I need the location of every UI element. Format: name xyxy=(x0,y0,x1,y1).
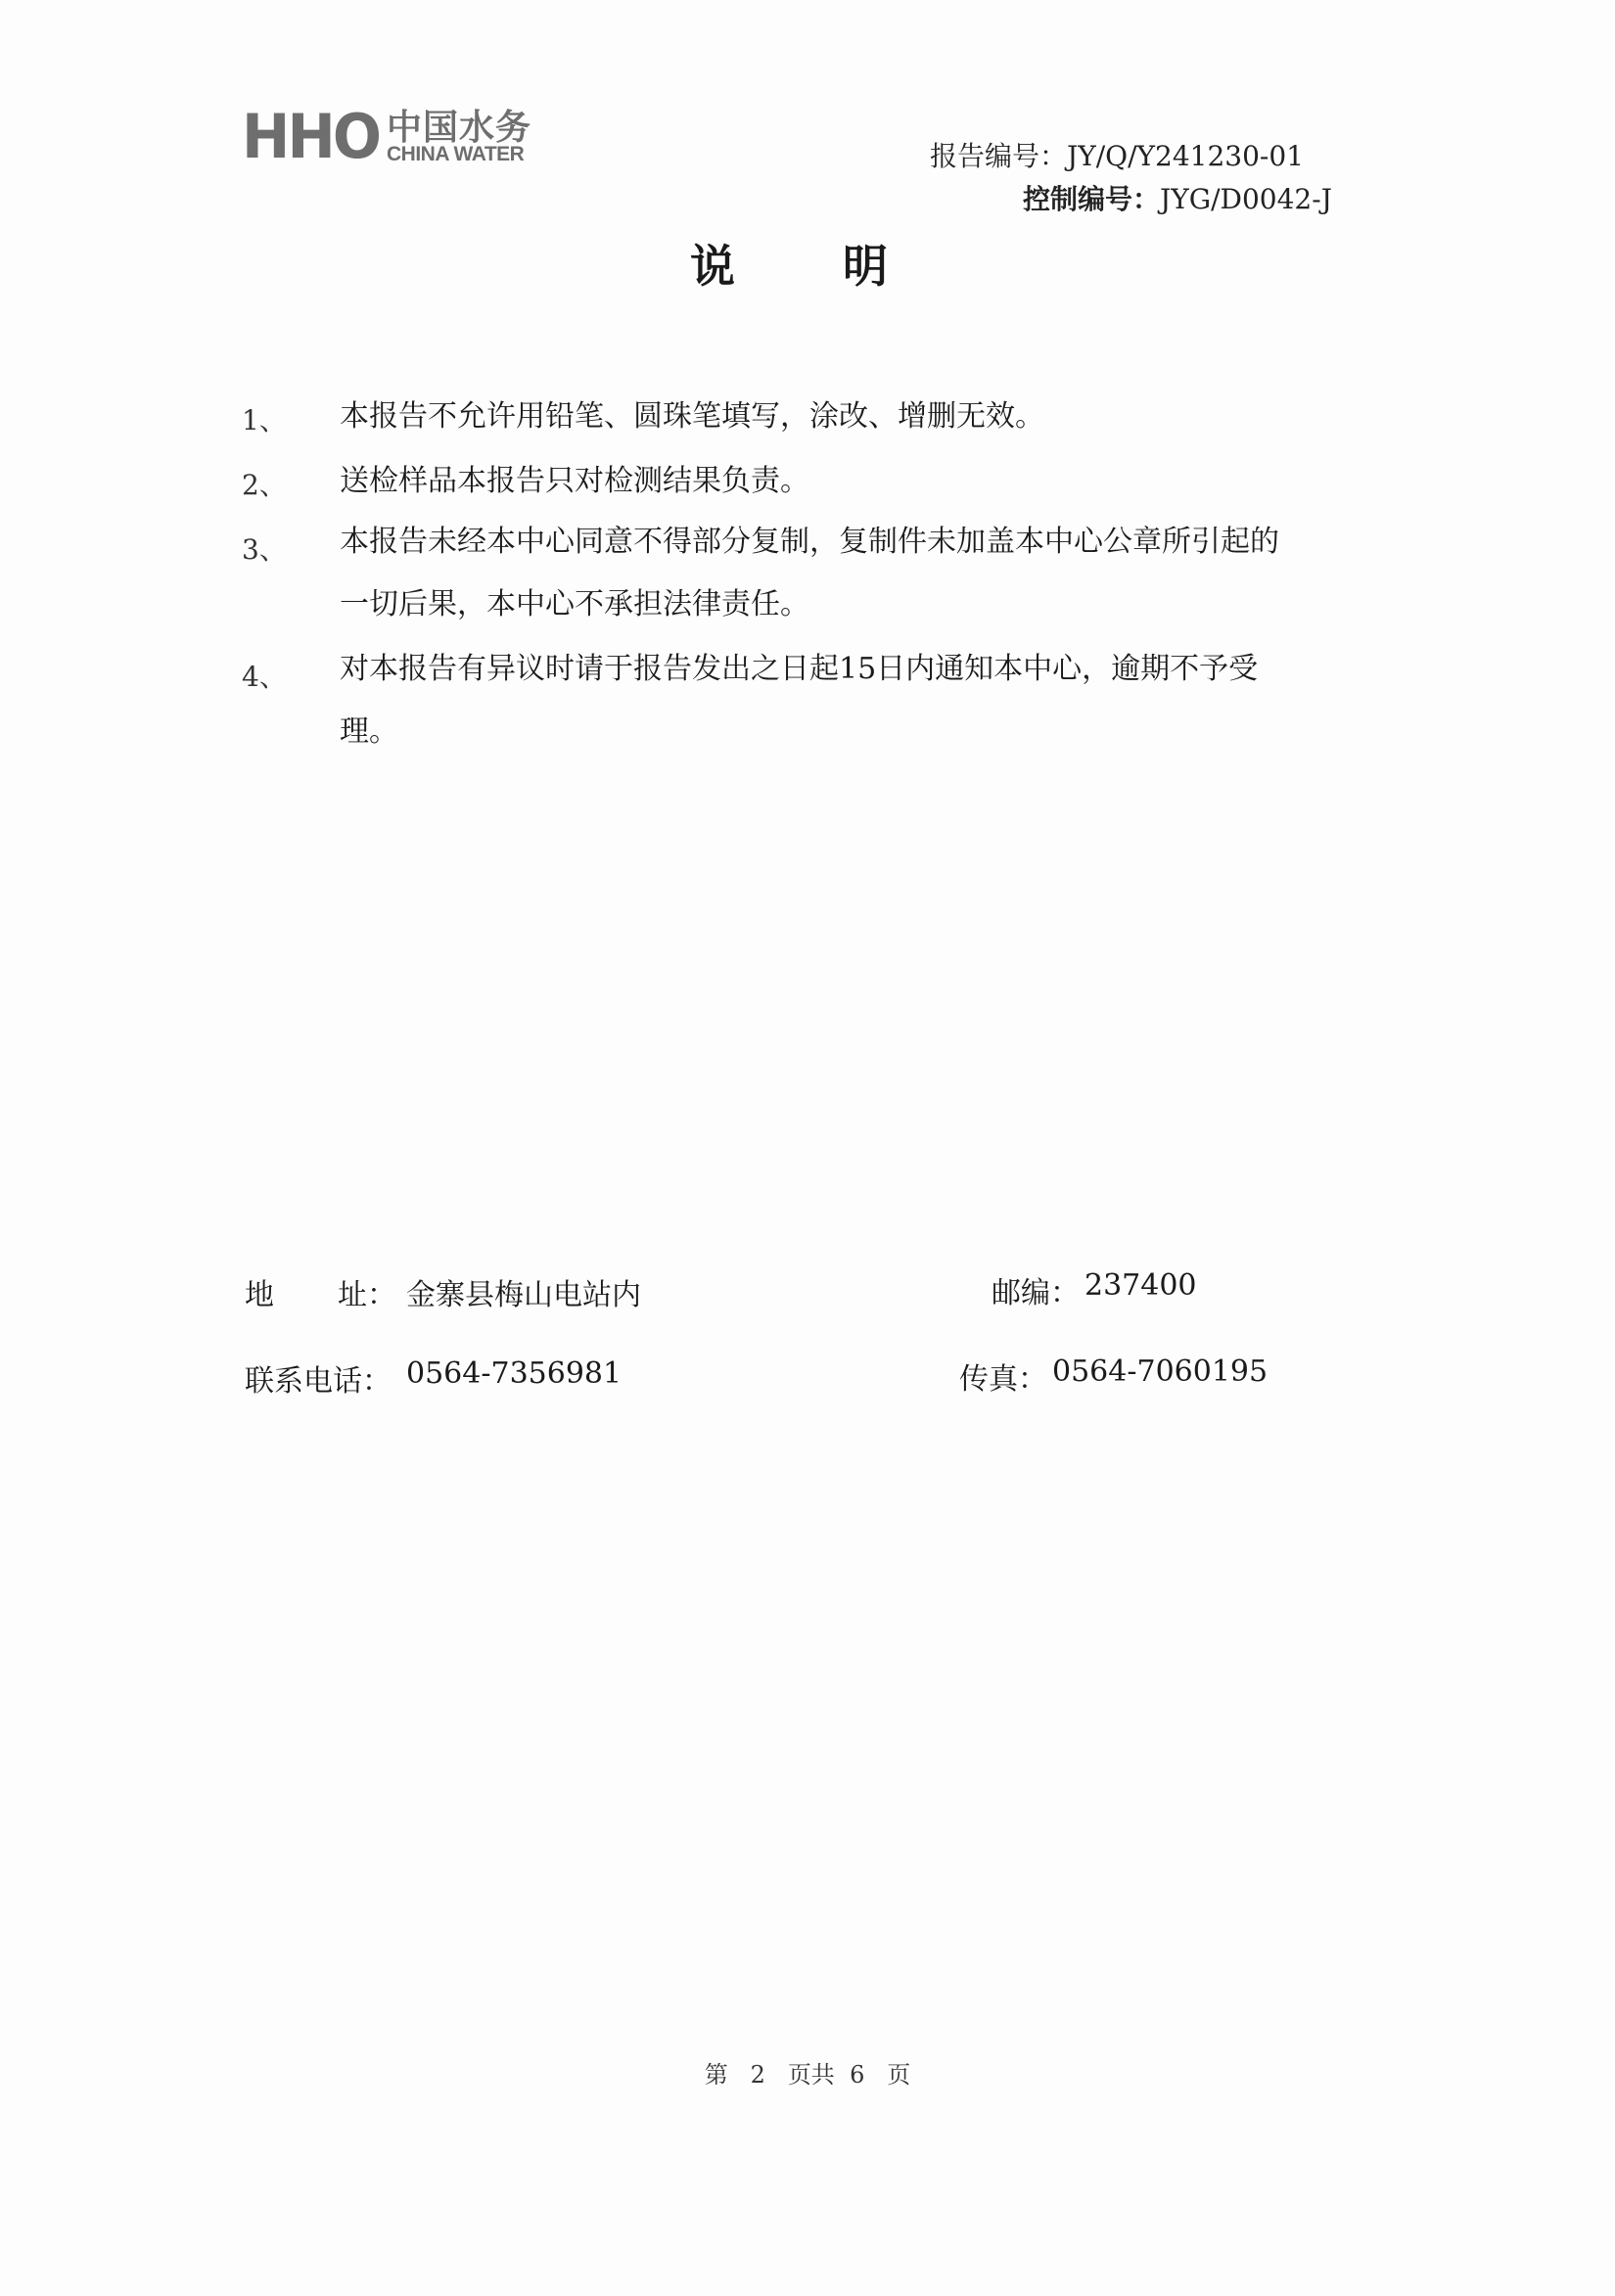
page-current: 2 xyxy=(750,2061,765,2089)
note-text: 一切后果，本中心不承担法律责任。 xyxy=(340,587,809,621)
control-number xyxy=(1023,178,1332,217)
title-char-right: 明 xyxy=(843,240,888,293)
postcode-value: 237400 xyxy=(1084,1268,1197,1303)
note-text: 本报告未经本中心同意不得部分复制，复制件未加盖本中心公章所引起的 xyxy=(340,525,1279,559)
control-number-value: JYG/D0042-J xyxy=(1160,183,1332,215)
note-text: 送检样品本报告只对检测结果负责。 xyxy=(340,464,809,498)
logo-name-en: CHINA WATER xyxy=(387,143,525,165)
report-number-value: JY/Q/Y241230-01 xyxy=(1067,140,1305,172)
report-number xyxy=(930,135,1304,174)
page-number xyxy=(0,2055,1615,2089)
postcode-label: 邮编： xyxy=(992,1276,1080,1310)
logo-name-cn: 中国水务 xyxy=(387,108,532,148)
page-suffix: 页 xyxy=(887,2061,911,2089)
fax-label: 传真： xyxy=(959,1362,1047,1397)
note-number: 1、 xyxy=(242,404,287,436)
phone-value: 0564-7356981 xyxy=(406,1356,623,1391)
note-number: 2、 xyxy=(242,469,287,501)
note-text: 对本报告有异议时请于报告发出之日起15日内通知本中心，逾期不予受 xyxy=(340,652,1259,686)
report-number-label: 报告编号： xyxy=(930,140,1068,172)
address-value: 金寨县梅山电站内 xyxy=(406,1278,641,1312)
page-title xyxy=(690,231,888,296)
address-label-2: 址： xyxy=(338,1278,396,1312)
address-label-1: 地 xyxy=(245,1278,274,1312)
fax-value: 0564-7060195 xyxy=(1052,1355,1269,1389)
page-middle: 页共 xyxy=(787,2061,835,2089)
control-number-label: 控制编号： xyxy=(1023,183,1161,215)
page-total: 6 xyxy=(850,2061,865,2089)
note-text: 理。 xyxy=(340,714,398,749)
note-text: 本报告不允许用铅笔、圆珠笔填写，涂改、增删无效。 xyxy=(340,399,1044,434)
note-number: 4、 xyxy=(242,661,287,693)
logo-mark: HHO xyxy=(242,101,380,172)
company-logo xyxy=(242,98,535,176)
phone-label: 联系电话： xyxy=(245,1364,392,1399)
note-number: 3、 xyxy=(242,533,287,566)
title-char-left: 说 xyxy=(690,240,735,293)
page-prefix: 第 xyxy=(704,2061,728,2089)
